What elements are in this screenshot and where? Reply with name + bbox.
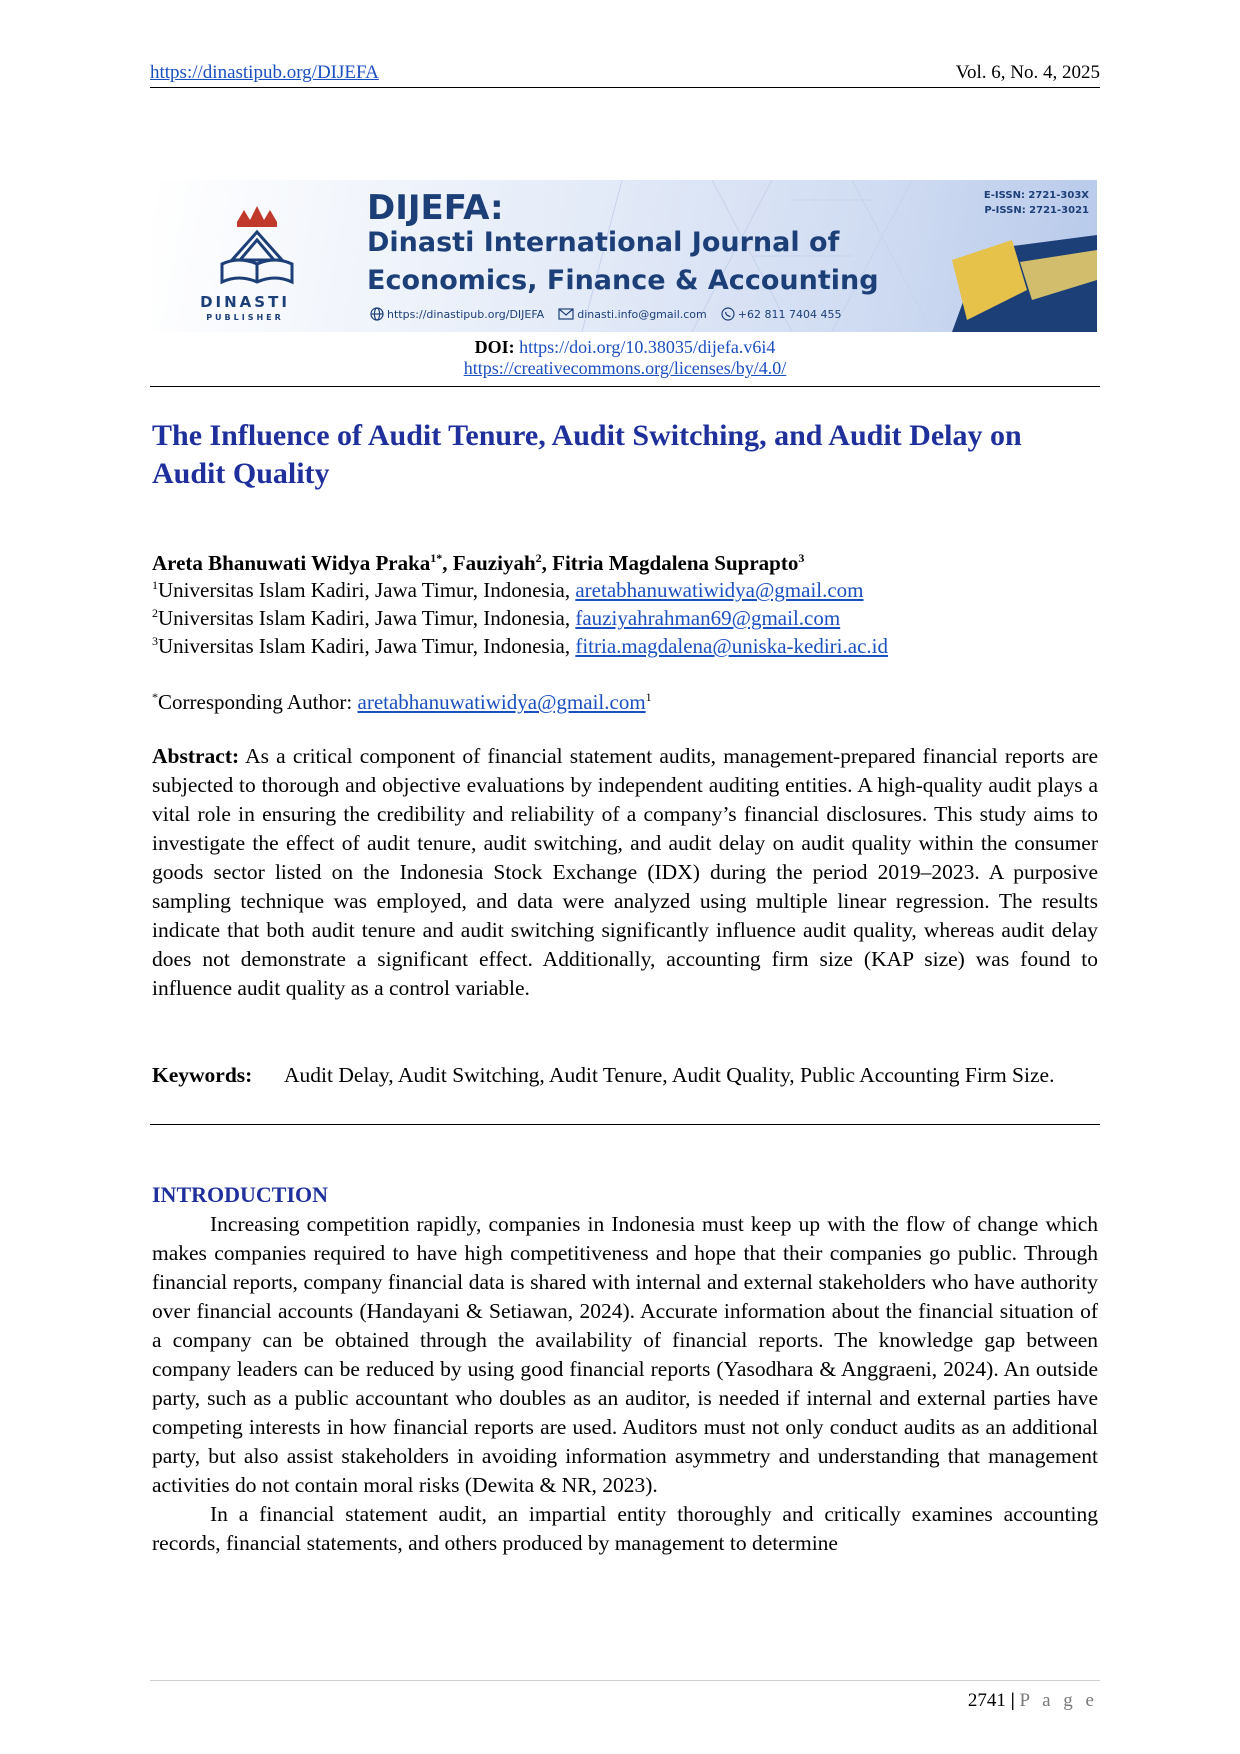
doi-line <box>150 337 1100 357</box>
author-3-sup: 3 <box>798 551 805 565</box>
page-label: P a g e <box>1019 1690 1098 1711</box>
banner-email[interactable] <box>558 308 707 321</box>
e-issn: E-ISSN: 2721-303X <box>983 190 1089 201</box>
affiliation-2-sup: 2 <box>152 606 158 620</box>
banner-website-text: https://dinastipub.org/DIJEFA <box>387 307 545 321</box>
affiliation-3-text: Universitas Islam Kadiri, Jawa Timur, Indonesia, <box>158 634 576 658</box>
affiliation-1 <box>152 578 864 603</box>
header-divider <box>150 386 1100 387</box>
footer-separator: | <box>1010 1690 1015 1711</box>
affiliation-3 <box>152 634 888 659</box>
intro-paragraph-1: Increasing competition rapidly, companies in Indonesia must keep up with the flow of change which makes companies required to have high competitiveness and hope that their companies go public. Through financial reports, company financial data is shared with internal and external stakeholders who have authority over financial accounts (Handayani & Setiawan, 2024). Accurate information about the financial situation of a company can be obtained through the availability of financial reports. The knowledge gap between company leaders can be reduced by using good financial reports (Yasodhara & Anggraeni, 2024). An outside party, such as a public accountant who doubles as an auditor, is needed if internal and external parties have competing interests in how financial reports are used. Auditors must not only conduct audits as an additional party, but also assist stakeholders in avoiding information asymmetry and understanding that management activities do not contain moral risks (Dewita & NR, 2023). <box>152 1212 1098 1497</box>
keywords-label: Keywords: <box>152 1063 253 1087</box>
corresponding-email[interactable]: aretabhanuwatiwidya@gmail.com <box>357 690 646 714</box>
journal-abbreviation: DIJEFA: <box>367 188 504 228</box>
affiliation-3-email[interactable]: fitria.magdalena@uniska-kediri.ac.id <box>575 634 888 658</box>
abstract <box>152 742 1098 1003</box>
keywords-divider <box>150 1124 1100 1125</box>
keywords <box>152 1061 1098 1090</box>
paper-title: The Influence of Audit Tenure, Audit Switching, and Audit Delay on Audit Quality <box>152 419 1022 490</box>
author-2-sup: 2 <box>535 551 542 565</box>
section-heading-introduction: INTRODUCTION <box>152 1182 329 1207</box>
journal-banner <box>152 180 1097 332</box>
abstract-text: As a critical component of financial statement audits, management-prepared financial reports are subjected to thorough and objective evaluations by independent auditing entities. A high-quality audit plays a vital role in ensuring the credibility and reliability of a company’s financial disclosures. This study aims to investigate the effect of audit tenure, audit switching, and audit delay on audit quality within the consumer goods sector listed on the Indonesia Stock Exchange (IDX) during the period 2019–2023. A purposive sampling technique was employed, and data were analyzed using multiple linear regression. The results indicate that both audit tenure and audit switching significantly influence audit quality, whereas audit delay does not demonstrate a significant effect. Additionally, accounting firm size (KAP size) was found to influence audit quality as a control variable. <box>152 744 1098 1000</box>
footer-divider <box>150 1680 1100 1681</box>
volume-info: Vol. 6, No. 4, 2025 <box>955 62 1100 83</box>
page-number: 2741 <box>967 1690 1006 1711</box>
affiliation-3-sup: 3 <box>152 634 158 648</box>
page-footer <box>968 1690 1098 1712</box>
banner-contacts <box>370 307 841 321</box>
affiliation-1-text: Universitas Islam Kadiri, Jawa Timur, Indonesia, <box>158 578 576 602</box>
doi-link[interactable]: https://doi.org/10.38035/dijefa.v6i4 <box>519 337 776 357</box>
affiliation-2-text: Universitas Islam Kadiri, Jawa Timur, Indonesia, <box>158 606 576 630</box>
abstract-label: Abstract: <box>152 744 240 768</box>
mail-icon <box>558 308 574 320</box>
banner-phone[interactable] <box>721 307 842 321</box>
intro-paragraph-2: In a financial statement audit, an impartial entity thoroughly and critically examines accounting records, financial statements, and others produced by management to determine <box>152 1502 1098 1555</box>
author-1: Areta Bhanuwati Widya Praka <box>152 551 431 575</box>
affiliation-2-email[interactable]: fauziyahrahman69@gmail.com <box>575 606 841 630</box>
corresponding-sup: * <box>152 690 158 704</box>
corresponding-label: Corresponding Author: <box>158 690 358 714</box>
author-1-sup: 1* <box>430 551 443 565</box>
journal-name-line-2: Economics, Finance & Accounting <box>367 265 879 296</box>
globe-icon <box>370 307 384 321</box>
banner-phone-text: +62 811 7404 455 <box>737 307 842 321</box>
doi-label: DOI: <box>474 337 515 357</box>
publisher-name: DINASTI <box>200 293 290 311</box>
running-header <box>150 60 1100 88</box>
author-3: Fitria Magdalena Suprapto <box>552 551 799 575</box>
author-list: Areta Bhanuwati Widya Praka$^{1*}$, Fauziyah$^2$, Fitria Magdalena Suprapto$^3$ <box>152 551 805 575</box>
license-link[interactable]: https://creativecommons.org/licenses/by/4.0/ <box>463 358 787 378</box>
corresponding-author <box>152 690 652 715</box>
affiliation-2 <box>152 606 840 631</box>
banner-email-text: dinasti.info@gmail.com <box>577 307 707 321</box>
affiliation-1-email[interactable]: aretabhanuwatiwidya@gmail.com <box>575 578 864 602</box>
corresponding-email-sup: 1 <box>645 690 652 704</box>
journal-url-link[interactable]: https://dinastipub.org/DIJEFA <box>150 62 379 83</box>
keywords-text: Audit Delay, Audit Switching, Audit Tenure, Audit Quality, Public Accounting Firm Size. <box>284 1063 1055 1087</box>
publisher-subtitle: PUBLISHER <box>206 313 284 322</box>
journal-name-line-1: Dinasti International Journal of <box>367 227 840 258</box>
whatsapp-icon <box>721 307 735 321</box>
introduction-body <box>152 1210 1098 1558</box>
banner-website[interactable] <box>370 307 544 321</box>
author-2: Fauziyah <box>452 551 536 575</box>
p-issn: P-ISSN: 2721-3021 <box>984 205 1089 216</box>
affiliation-1-sup: 1 <box>152 578 158 592</box>
